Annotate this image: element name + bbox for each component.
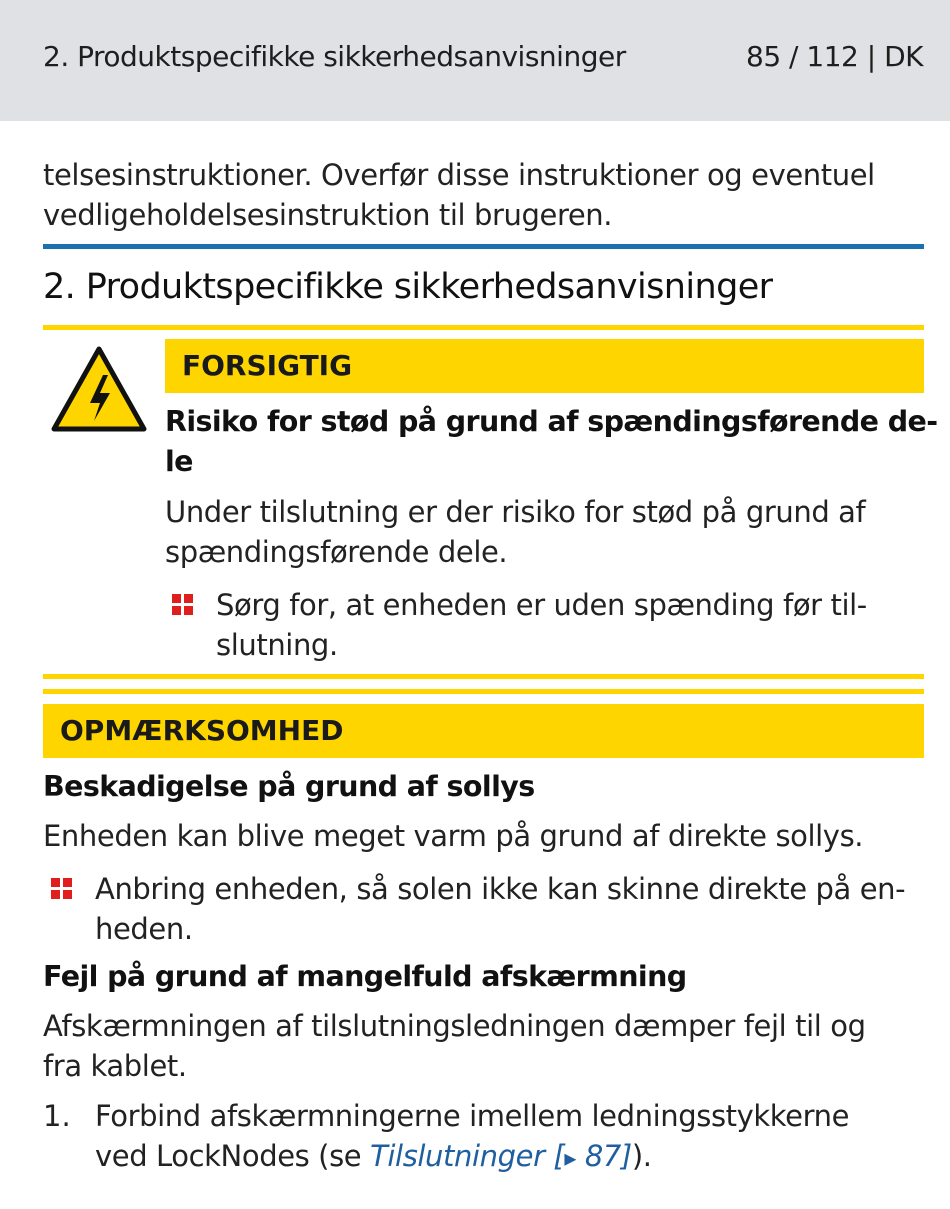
electric-hazard-warning-icon [50, 345, 148, 433]
step-number: 1. [43, 1099, 71, 1133]
caution-title-line-2: le [165, 445, 193, 478]
intro-line-1: telsesinstruktioner. Overfør disse instruktioner og eventuel [43, 158, 875, 192]
notice-bullet-icon [51, 878, 73, 900]
connections-link-text: Tilslutninger [ [370, 1139, 565, 1173]
triangle-right-icon: ▸ [564, 1144, 576, 1172]
caution-top-rule [43, 325, 924, 330]
step-line-1: Forbind afskærmningerne imellem ledningsstykkerne [95, 1099, 850, 1133]
step-line-2 [95, 1136, 652, 1178]
page-number: 85 / 112 | DK [746, 40, 923, 73]
notice-label: OPMÆRKSOMHED [43, 704, 924, 758]
caution-body-line-1: Under tilslutning er der risiko for stød på grund af [165, 495, 866, 529]
page-header [0, 0, 950, 121]
section-divider [43, 244, 924, 249]
header-title: 2. Produktspecifikke sikkerhedsanvisninger [43, 40, 626, 73]
notice-bullet-line-2: heden. [95, 912, 193, 946]
notice-body-1: Enheden kan blive meget varm på grund af direkte sollys. [43, 819, 864, 853]
caution-body-line-2: spændingsførende dele. [165, 535, 508, 569]
notice-top-rule [43, 689, 924, 694]
caution-title-line-1: Risiko for stød på grund af spændingsførende de- [165, 405, 938, 438]
caution-bullet-line-2: slutning. [216, 628, 338, 662]
notice-body-2-line-2: fra kablet. [43, 1049, 187, 1083]
caution-label: FORSIGTIG [165, 339, 924, 393]
notice-heading-2: Fejl på grund af mangelfuld afskærmning [43, 960, 687, 993]
notice-bullet-line-1: Anbring enheden, så solen ikke kan skinne direkte på en- [95, 872, 906, 906]
connections-link-page: 87] [576, 1139, 632, 1173]
step-line-2-suffix: ). [631, 1139, 652, 1173]
step-line-2-prefix: ved LockNodes (se [95, 1139, 371, 1173]
intro-line-2: vedligeholdelsesinstruktion til brugeren. [43, 198, 613, 232]
notice-heading-1: Beskadigelse på grund af sollys [43, 770, 535, 803]
caution-bullet-line-1: Sørg for, at enheden er uden spænding før til- [216, 588, 867, 622]
section-heading: 2. Produktspecifikke sikkerhedsanvisninger [43, 267, 773, 307]
notice-body-2-line-1: Afskærmningen af tilslutningsledningen dæmper fejl til og [43, 1009, 866, 1043]
connections-link[interactable] [370, 1139, 632, 1173]
caution-bullet-icon [172, 594, 194, 616]
caution-bottom-rule [43, 674, 924, 679]
